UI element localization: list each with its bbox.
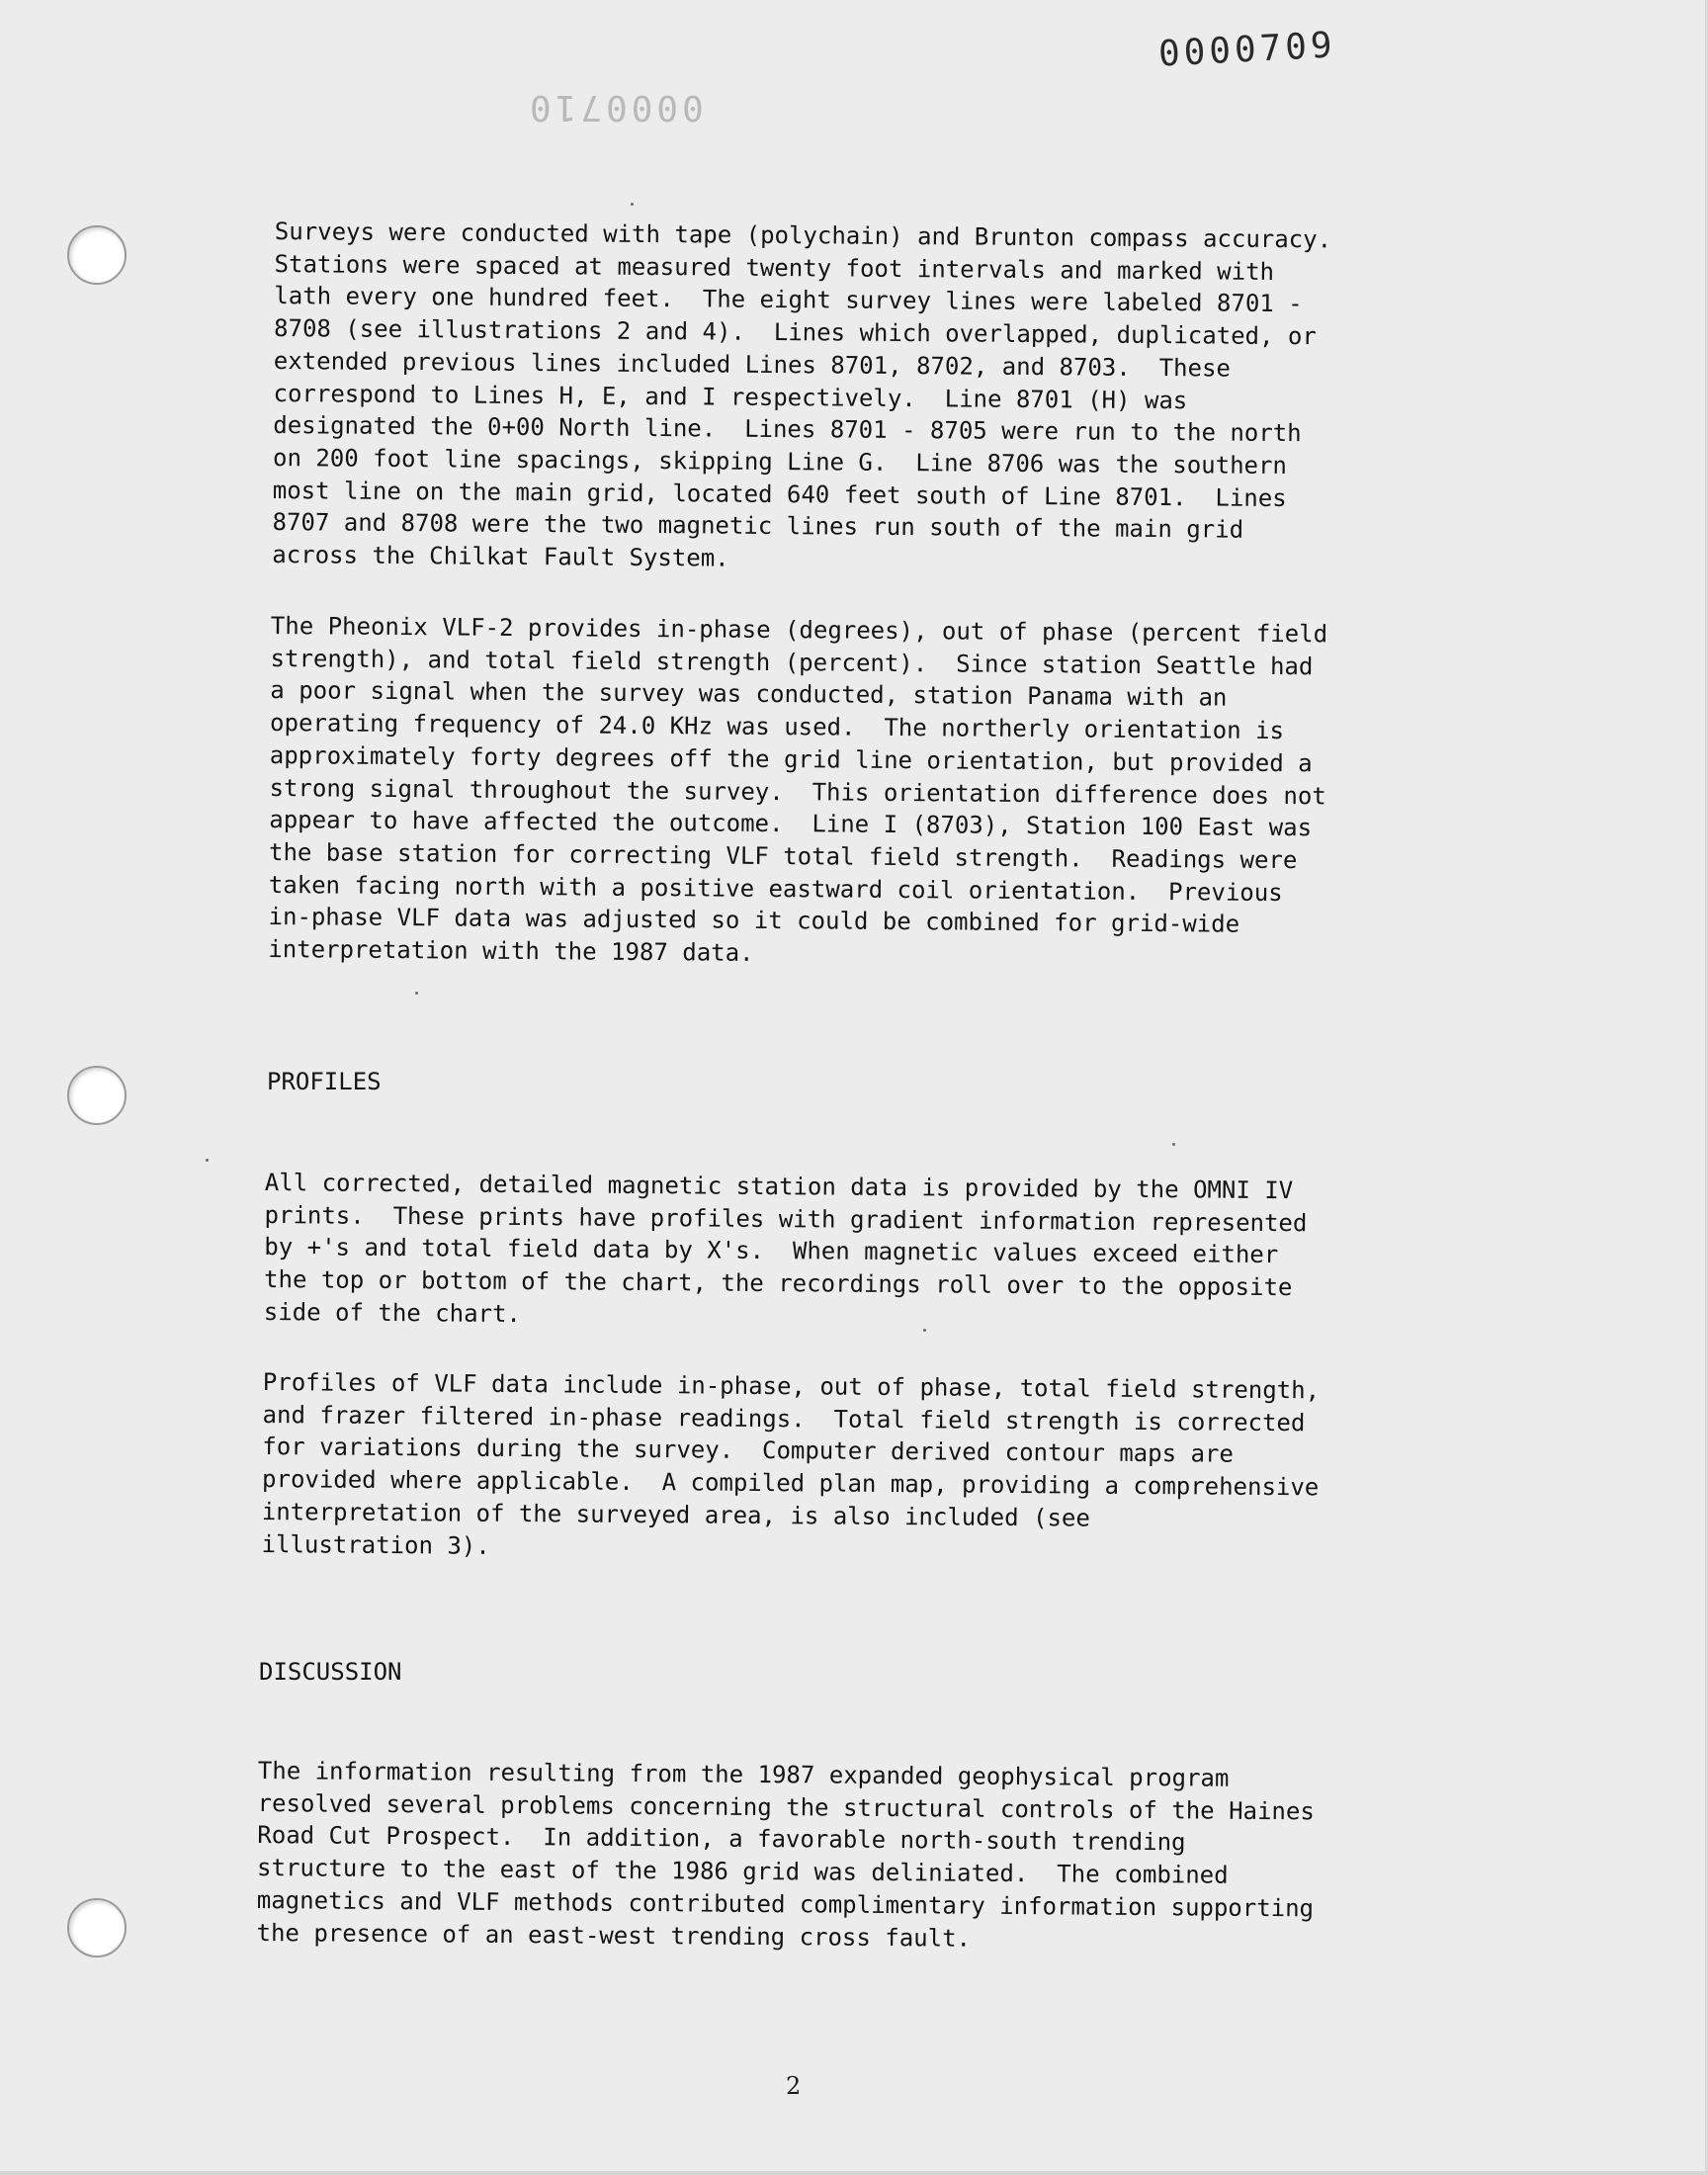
- scan-speck: [206, 1159, 209, 1162]
- scan-speck: [415, 992, 418, 995]
- scan-speck: [923, 1329, 926, 1332]
- paragraph-vlf-profiles-text: Profiles of VLF data include in-phase, out of phase, total field strength, and frazer filtered in-phase readings. Total field strength is corrected for variations during the survey. Computer derived contour maps are provided where applicable. A compiled plan map, providing a comprehensive interpretation of the surveyed area, is also included (see illustration 3).: [261, 1367, 1321, 1560]
- paragraph-vlf-profiles: [261, 1366, 1320, 1569]
- paragraph-discussion-text: The information resulting from the 1987 expanded geophysical program resolved several problems concerning the structural controls of the Haines Road Cut Prospect. In addition, a favorable north-south trending structure to the east of the 1986 grid was deliniated. The combined magnetics and VLF methods contributed complimentary information supporting the presence of an east-west trending cross fault.: [256, 1756, 1315, 1953]
- punch-hole-bottom: [67, 1898, 127, 1958]
- scan-speck: [1172, 1143, 1175, 1146]
- document-number-stamp: 0000709: [1157, 25, 1337, 75]
- section-heading-profiles: PROFILES: [267, 1068, 382, 1095]
- section-heading-discussion: DISCUSSION: [259, 1658, 402, 1686]
- paragraph-magnetic-data: [264, 1167, 1308, 1337]
- paragraph-vlf-instrument: [268, 610, 1327, 974]
- page-edge-bottom: [0, 2171, 1708, 2175]
- paragraph-survey-methods-text: Surveys were conducted with tape (polychain) and Brunton compass accuracy. Stations were spaced at measured twenty foot intervals and marked with lath every one hundred feet. The eight survey lines were labeled 8701 - 8708 (see illustrations 2 and 4). Lines which overlapped, duplicated, or extended previous lines included Lines 8701, 8702, and 8703. These correspond to Lines H, E, and I respectively. Line 8701 (H) was designated the 0+00 North line. Lines 8701 - 8705 were run to the north on 200 foot line spacings, skipping Line G. Line 8706 was the southern most line on the main grid, located 640 feet south of Line 8701. Lines 8707 and 8708 were the two magnetic lines run south of the main grid across the Chilkat Fault System.: [272, 217, 1332, 572]
- paragraph-vlf-instrument-text: The Pheonix VLF-2 provides in-phase (degrees), out of phase (percent field strength), and total field strength (percent). Since station Seattle had a poor signal when the survey was conducted, station Panama with an operating frequency of 24.0 KHz was used. The northerly orientation is approximately forty degrees off the grid line orientation, but provided a strong signal throughout the survey. This orientation difference does not appear to have affected the outcome. Line I (8703), Station 100 East was the base station for correcting VLF total field strength. Readings were taken facing north with a positive eastward coil orientation. Previous in-phase VLF data was adjusted so it could be combined for grid-wide interpretation with the 1987 data.: [268, 611, 1328, 967]
- paragraph-discussion: [256, 1755, 1315, 1958]
- faded-document-number-stamp: 0000710: [526, 87, 704, 128]
- paragraph-magnetic-data-text: All corrected, detailed magnetic station data is provided by the OMNI IV prints. These prints have profiles with gradient information represented by +'s and total field data by X's. When magnetic values exceed either the top or bottom of the chart, the recordings roll over to the opposite side of the chart.: [263, 1168, 1308, 1328]
- page-number: 2: [786, 2072, 802, 2100]
- paragraph-survey-methods: [272, 216, 1331, 579]
- punch-hole-middle: [67, 1066, 127, 1125]
- punch-hole-top: [67, 225, 127, 285]
- scan-speck: [631, 203, 634, 206]
